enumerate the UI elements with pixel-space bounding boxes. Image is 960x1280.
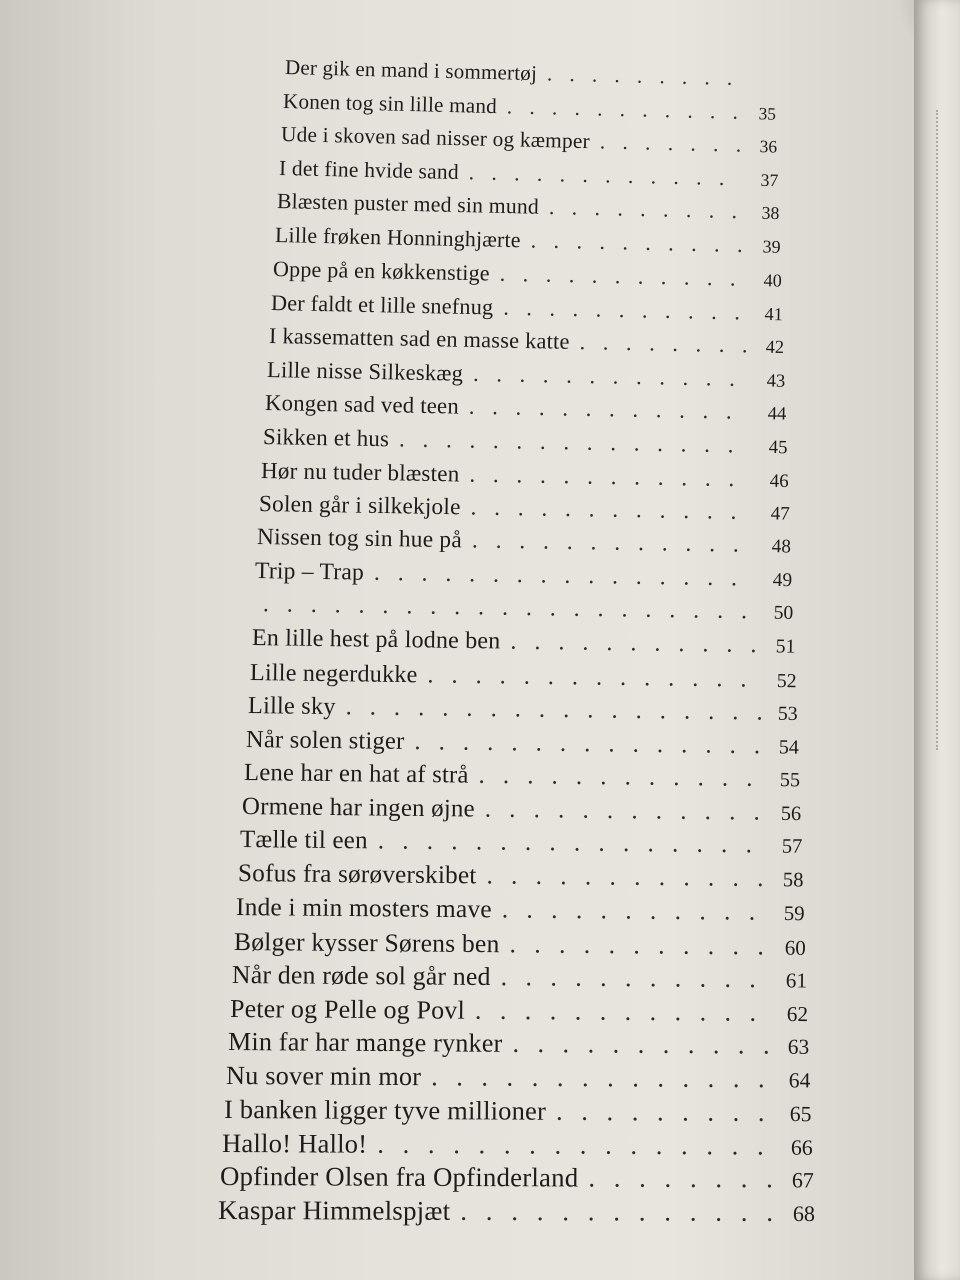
toc-entry	[222, 1128, 813, 1162]
toc-entry-title: Solen går i silkekjole	[259, 490, 462, 521]
toc-entry-title: Lene har en hat af strå	[243, 759, 469, 789]
toc-entry	[275, 223, 781, 259]
toc-entry	[267, 357, 786, 393]
toc-entry-page-number: 37	[760, 169, 779, 190]
toc-entry	[263, 424, 788, 459]
toc-dot-leader	[484, 795, 765, 826]
toc-entry-title: Hallo! Hallo!	[221, 1127, 368, 1159]
toc-entry	[224, 1094, 812, 1128]
toc-dot-leader	[431, 1062, 774, 1094]
toc-dot-leader	[345, 693, 761, 726]
toc-entry	[261, 457, 789, 493]
toc-entry	[283, 89, 777, 126]
toc-entry-page-number: 43	[766, 370, 786, 392]
toc-entry-page-number: 55	[779, 769, 800, 792]
toc-entry-page-number: 35	[758, 103, 777, 124]
toc-dot-leader	[469, 394, 751, 425]
toc-entry-page-number	[745, 85, 775, 86]
toc-entry	[281, 122, 778, 159]
toc-dot-leader	[486, 862, 767, 893]
toc-entry-title: Lille negerdukke	[249, 658, 418, 688]
toc-entry-page-number: 57	[781, 835, 803, 858]
toc-entry-page-number: 64	[788, 1068, 811, 1093]
toc-entry-page-number: 44	[767, 403, 787, 425]
toc-dot-leader	[507, 94, 741, 125]
toc-entry	[279, 156, 779, 192]
toc-entry-title: I kassematten sad en masse katte	[268, 323, 571, 355]
toc-entry	[245, 726, 798, 761]
toc-entry-page-number: 50	[774, 603, 794, 625]
toc-entry-page-number: 54	[778, 735, 799, 759]
toc-entry	[240, 826, 803, 860]
toc-dot-leader	[500, 261, 747, 292]
toc-dot-leader	[478, 762, 764, 793]
toc-entry-title: Tælle til een	[239, 826, 368, 855]
toc-entry-title: Inde i min mosters mave	[235, 893, 492, 924]
toc-entry	[255, 558, 793, 593]
toc-entry	[253, 591, 794, 626]
toc-entry-title: Der gik en mand i sommertøj	[284, 55, 538, 86]
toc-dot-leader	[460, 1196, 779, 1228]
toc-dot-leader	[600, 129, 742, 157]
toc-dot-leader	[473, 361, 750, 392]
toc-entry-page-number: 49	[773, 569, 793, 592]
toc-entry-title: Min far har mange rynker	[227, 1027, 503, 1059]
toc-dot-leader	[588, 1163, 778, 1195]
toc-entry-page-number: 61	[785, 968, 807, 993]
toc-dot-leader	[469, 160, 743, 191]
toc-entry	[236, 893, 805, 927]
toc-entry	[251, 625, 795, 660]
toc-entry-page-number: 41	[764, 303, 784, 324]
toc-dot-leader	[399, 426, 752, 458]
toc-entry-page-number: 45	[768, 436, 788, 459]
toc-entry-title: En lille hest på lodne ben	[251, 625, 501, 655]
toc-entry	[273, 256, 782, 293]
toc-dot-leader	[501, 896, 768, 927]
toc-entry-title: Nu sover min mor	[225, 1060, 422, 1092]
toc-entry-title: Kaspar Himmelspjæt	[217, 1195, 451, 1226]
toc-dot-leader	[377, 828, 766, 860]
toc-entry	[220, 1161, 814, 1194]
toc-dot-leader	[547, 61, 739, 91]
toc-entry	[249, 659, 796, 694]
toc-entry-page-number: 40	[763, 270, 783, 291]
toc-dot-leader	[263, 592, 758, 626]
toc-dot-leader	[414, 728, 763, 760]
toc-entry	[277, 189, 780, 225]
toc-entry-page-number: 47	[770, 503, 791, 525]
toc-entry-title: I det fine hvide sand	[278, 155, 460, 184]
toc-entry	[238, 860, 804, 893]
toc-entry	[228, 1027, 809, 1061]
toc-entry-title: Sikken et hus	[263, 423, 390, 452]
toc-entry-page-number: 63	[787, 1035, 810, 1060]
toc-entry-title: Peter og Pelle og Povl	[229, 993, 465, 1025]
toc-dot-leader	[531, 228, 745, 258]
toc-entry	[226, 1061, 811, 1094]
toc-entry-title: Kongen sad ved teen	[265, 390, 460, 419]
toc-entry-page-number: 36	[759, 136, 778, 157]
toc-entry-title: Lille nisse Silkeskæg	[267, 356, 464, 386]
toc-entry-title: Bølger kysser Sørens ben	[233, 926, 500, 958]
toc-entry-title: Sofus fra sørøverskibet	[237, 859, 477, 889]
toc-dot-leader	[471, 494, 755, 526]
toc-dot-leader	[472, 528, 755, 559]
toc-entry-page-number: 51	[775, 635, 796, 658]
toc-entry-page-number: 67	[791, 1167, 814, 1193]
toc-dot-leader	[500, 962, 771, 994]
toc-dot-leader	[377, 1129, 777, 1162]
toc-dot-leader	[556, 1096, 776, 1128]
toc-entry-title: Oppe på en køkkenstige	[272, 256, 491, 286]
toc-entry-page-number: 46	[769, 471, 790, 493]
toc-entry-title: Ormene har ingen øjne	[241, 792, 475, 823]
toc-entry-title: I banken ligger tyve millioner	[223, 1094, 547, 1127]
toc-entry	[269, 323, 785, 359]
toc-dot-leader	[512, 1029, 773, 1061]
toc-entry-page-number: 53	[777, 702, 798, 726]
toc-entry-page-number: 68	[792, 1201, 816, 1227]
toc-entry-page-number: 48	[771, 536, 792, 558]
toc-entry	[232, 960, 807, 995]
toc-entry-page-number: 42	[765, 336, 785, 358]
toc-entry-title: Opfinder Olsen fra Opfinderland	[219, 1161, 579, 1193]
toc-dot-leader	[510, 629, 759, 659]
toc-entry	[257, 524, 791, 559]
toc-entry-title: Trip – Trap	[255, 557, 365, 586]
toc-entry-page-number: 65	[789, 1102, 812, 1127]
toc-entry-title: Lille sky	[247, 692, 336, 721]
toc-entry-page-number: 58	[782, 868, 804, 892]
toc-dot-leader	[509, 929, 770, 961]
toc-entry-page-number: 38	[761, 202, 780, 224]
toc-entry-page-number: 56	[780, 802, 801, 825]
toc-entry-title: Når solen stiger	[245, 725, 405, 755]
toc-dot-leader	[470, 461, 754, 493]
toc-entry	[241, 793, 801, 827]
toc-entry-title: Ude i skoven sad nisser og kæmper	[280, 122, 591, 154]
toc-entry	[265, 390, 787, 426]
toc-entry	[285, 55, 775, 92]
toc-entry	[271, 290, 783, 326]
toc-dot-leader	[374, 560, 757, 593]
toc-entry-page-number: 52	[776, 669, 797, 692]
toc-dot-leader	[549, 195, 744, 224]
toc-entry-title: Der faldt et lille snefnug	[270, 289, 494, 320]
toc-entry-page-number: 62	[786, 1001, 808, 1026]
toc-entry	[243, 759, 799, 793]
toc-entry-page-number: 60	[784, 935, 806, 960]
toc-entry	[259, 491, 790, 527]
toc-entry-title: Hør nu tuder blæsten	[261, 457, 461, 487]
toc-entry-title: Konen tog sin lille mand	[282, 88, 498, 118]
toc-entry-page-number: 66	[790, 1135, 813, 1160]
toc-entry	[234, 927, 806, 962]
toc-entry	[230, 994, 808, 1028]
toc-entry-title: Når den røde sol går ned	[231, 960, 491, 992]
toc-entry-page-number: 59	[783, 901, 805, 926]
toc-entry-title: Blæsten puster med sin mund	[276, 189, 540, 219]
toc-dot-leader	[503, 294, 747, 325]
toc-dot-leader	[475, 996, 772, 1028]
toc-entry	[247, 692, 797, 727]
toc-dot-leader	[427, 661, 760, 693]
toc-entry-title: Lille frøken Honninghjærte	[274, 222, 522, 252]
toc-entry-title: Nissen tog sin hue på	[257, 524, 463, 554]
toc-entry-page-number: 39	[762, 236, 781, 257]
toc-entry	[218, 1195, 815, 1228]
toc-dot-leader	[580, 329, 749, 358]
